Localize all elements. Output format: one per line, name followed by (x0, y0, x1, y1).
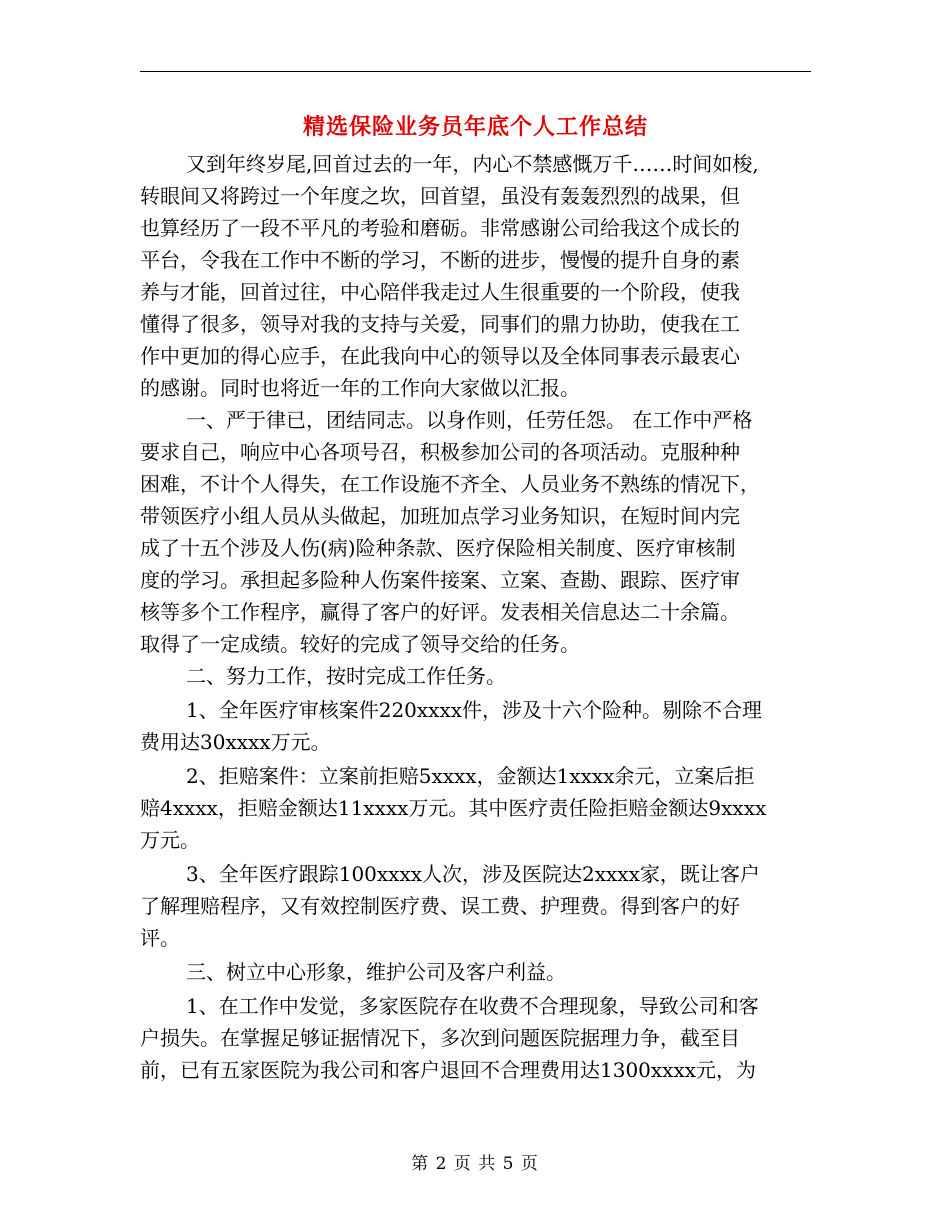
document-title: 精选保险业务员年底个人工作总结 (302, 114, 648, 140)
body-line: 也算经历了一段不平凡的考验和磨砺。非常感谢公司给我这个成长的 (140, 216, 740, 240)
body-line: 带领医疗小组人员从头做起，加班加点学习业务知识，在短时间内完 (140, 504, 740, 528)
body-line: 转眼间又将跨过一个年度之坎，回首望，虽没有轰轰烈烈的战果，但 (140, 184, 740, 208)
body-line: 评。 (140, 926, 180, 950)
body-line: 懂得了很多，领导对我的支持与关爱，同事们的鼎力协助，使我在工 (140, 312, 740, 336)
body-line: 1、在工作中发觉，多家医院存在收费不合理现象，导致公司和客 (186, 994, 759, 1018)
body-line: 一、严于律已，团结同志。以身作则，任劳任怨。 在工作中严格 (186, 408, 753, 432)
body-line: 核等多个工作程序，赢得了客户的好评。发表相关信息达二十余篇。 (140, 600, 740, 624)
body-line: 费用达30xxxx万元。 (140, 730, 331, 754)
page-number: 第 2 页 共 5 页 (411, 1154, 539, 1174)
body-line: 二、努力工作，按时完成工作任务。 (186, 664, 506, 688)
body-line: 度的学习。承担起多险种人伤案件接案、立案、查勘、跟踪、医疗审 (140, 568, 740, 592)
body-line: 困难，不计个人得失，在工作设施不齐全、人员业务不熟练的情况下， (140, 472, 760, 496)
body-line: 了解理赔程序，又有效控制医疗费、误工费、护理费。得到客户的好 (140, 894, 740, 918)
body-line: 前，已有五家医院为我公司和客户退回不合理费用达1300xxxx元，为 (140, 1058, 757, 1082)
document-body (140, 148, 811, 1086)
body-line: 的感谢。同时也将近一年的工作向大家做以汇报。 (140, 376, 580, 400)
body-line: 万元。 (140, 828, 200, 852)
body-line: 2、拒赔案件：立案前拒赔5xxxx，金额达1xxxx余元，立案后拒 (186, 764, 755, 788)
body-line: 又到年终岁尾,回首过去的一年，内心不禁感慨万千……时间如梭, (186, 152, 759, 176)
body-line: 户损失。在掌握足够证据情况下，多次到问题医院据理力争，截至目 (140, 1026, 740, 1050)
body-line: 三、树立中心形象，维护公司及客户利益。 (186, 960, 566, 984)
header-rule (140, 71, 811, 72)
body-line: 养与才能，回首过往，中心陪伴我走过人生很重要的一个阶段，使我 (140, 280, 740, 304)
body-line: 平台，令我在工作中不断的学习，不断的进步，慢慢的提升自身的素 (140, 248, 740, 272)
body-line: 成了十五个涉及人伤(病)险种条款、医疗保险相关制度、医疗审核制 (140, 536, 736, 560)
body-line: 赔4xxxx，拒赔金额达11xxxx万元。其中医疗责任险拒赔金额达9xxxx (140, 796, 767, 820)
body-line: 要求自己，响应中心各项号召，积极参加公司的各项活动。克服种种 (140, 440, 740, 464)
body-line: 1、全年医疗审核案件220xxxx件，涉及十六个险种。剔除不合理 (186, 698, 763, 722)
body-line: 3、全年医疗跟踪100xxxx人次，涉及医院达2xxxx家，既让客户 (186, 862, 760, 886)
body-line: 作中更加的得心应手，在此我向中心的领导以及全体同事表示最衷心 (140, 344, 740, 368)
body-line: 取得了一定成绩。较好的完成了领导交给的任务。 (140, 632, 580, 656)
